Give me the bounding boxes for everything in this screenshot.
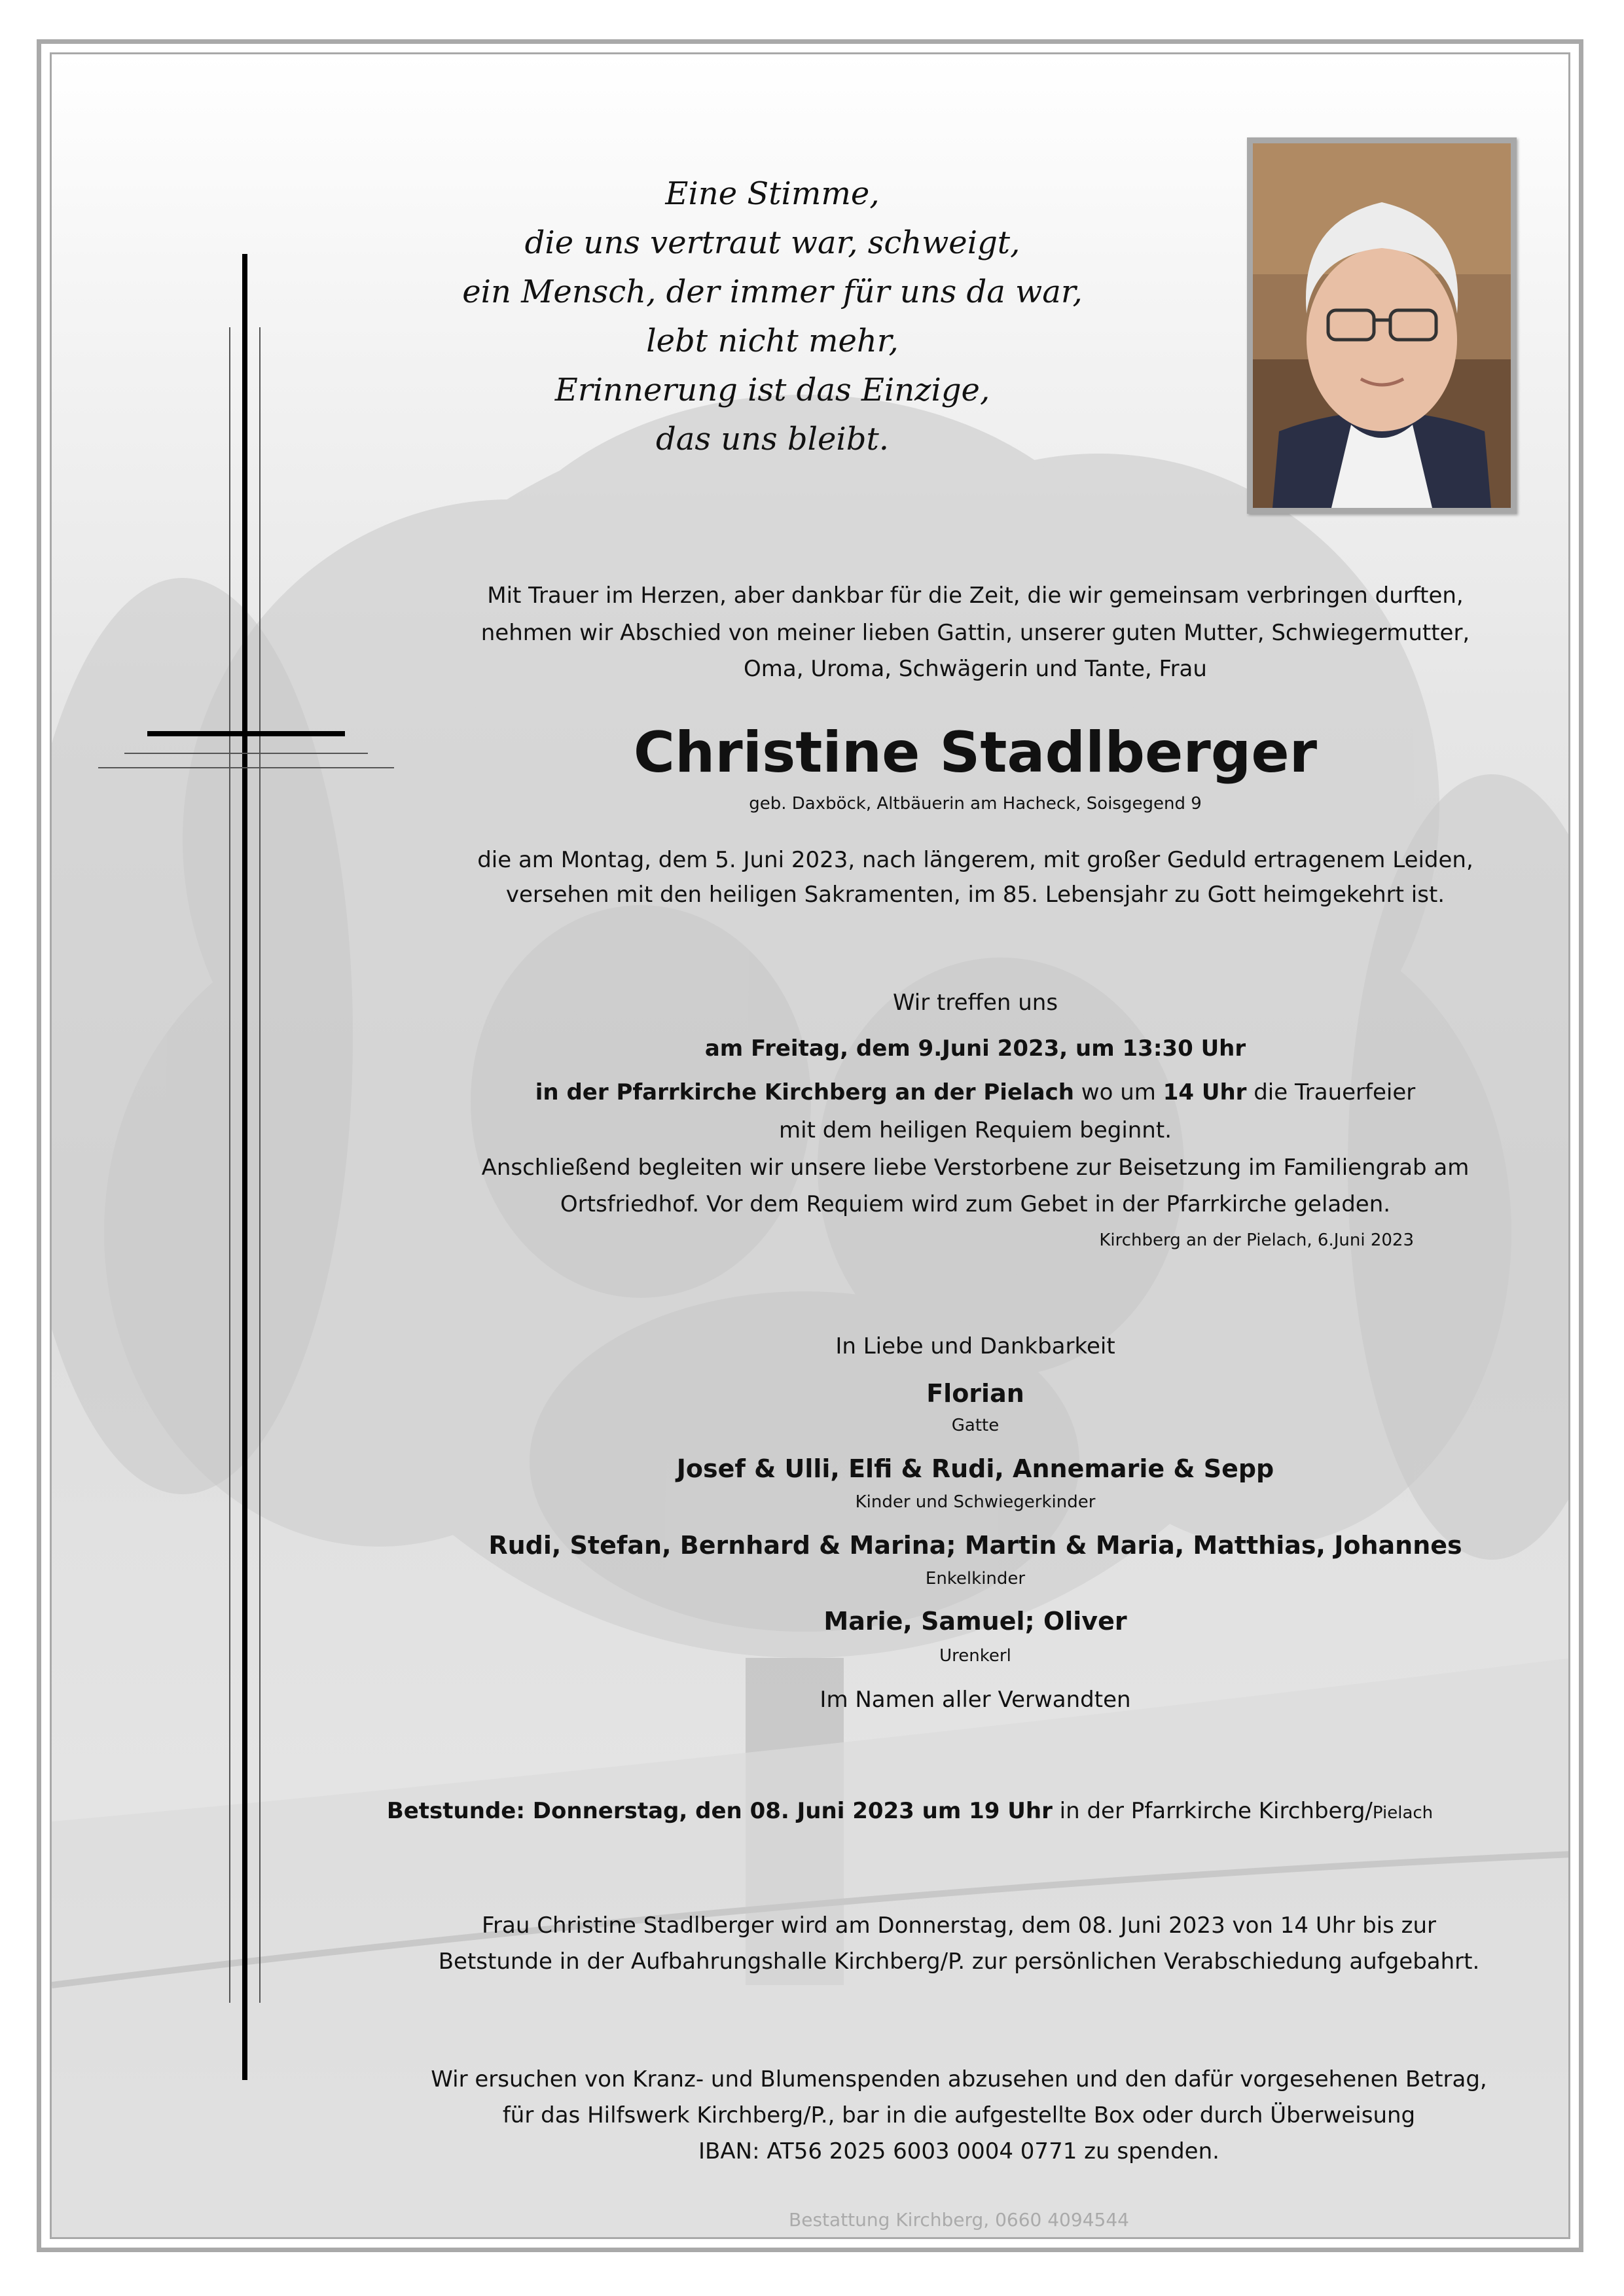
meeting-place-mid: wo um: [1074, 1079, 1163, 1105]
intro-line-1: Mit Trauer im Herzen, aber dankbar für die Zeit, die wir gemeinsam verbringen durften,: [487, 583, 1464, 609]
poem-line-4: lebt nicht mehr,: [646, 323, 899, 359]
mourner-names-1: Florian: [926, 1379, 1024, 1408]
cross-horizontal-bar: [147, 731, 345, 736]
mourner-relation-3: Enkelkinder: [925, 1569, 1026, 1588]
mourners-intro: In Liebe und Dankbarkeit: [835, 1333, 1115, 1359]
poem-line-2: die uns vertraut war, schweigt,: [524, 224, 1020, 261]
poem-line-3: ein Mensch, der immer für uns da war,: [462, 274, 1083, 310]
donation-line-2: für das Hilfswerk Kirchberg/P., bar in die aufgestellte Box oder durch Überweisung: [502, 2102, 1416, 2128]
meeting-place: [393, 1081, 1558, 1103]
mourner-relation-1: Gatte: [951, 1416, 1000, 1435]
death-notice-line-1: die am Montag, dem 5. Juni 2023, nach längerem, mit großer Geduld ertragenem Leiden,: [477, 847, 1473, 873]
death-notice-line-2: versehen mit den heiligen Sakramenten, im 85. Lebensjahr zu Gott heimgekehrt ist.: [505, 882, 1445, 908]
prayer-hour-date: Betstunde: Donnerstag, den 08. Juni 2023 um 19 Uhr: [386, 1798, 1053, 1824]
meeting-place-church: in der Pfarrkirche Kirchberg an der Pielach: [535, 1079, 1074, 1105]
prayer-hour-place-suffix: Pielach: [1372, 1803, 1434, 1823]
meeting-intro: Wir treffen uns: [892, 990, 1058, 1016]
intro-line-3: Oma, Uroma, Schwägerin und Tante, Frau: [744, 656, 1207, 682]
mourner-names-2: Josef & Ulli, Elfi & Rudi, Annemarie & Sepp: [676, 1454, 1274, 1483]
mourner-names-4: Marie, Samuel; Oliver: [823, 1607, 1127, 1636]
cross-thin-line-right: [259, 327, 261, 2003]
cross-thin-line-left: [229, 327, 230, 2003]
mourner-names-3: Rudi, Stefan, Bernhard & Marina; Martin & Maria, Matthias, Johannes: [488, 1531, 1462, 1560]
cross-thin-horizontal-bottom: [98, 767, 394, 768]
intro-line-2: nehmen wir Abschied von meiner lieben Gattin, unserer guten Mutter, Schwiegermutter,: [480, 620, 1470, 646]
footer-undertaker: Bestattung Kirchberg, 0660 4094544: [789, 2209, 1129, 2231]
meeting-date: am Freitag, dem 9.Juni 2023, um 13:30 Uhr: [704, 1035, 1246, 1062]
mourner-relation-4: Urenkerl: [939, 1646, 1011, 1666]
mourners-closing: Im Namen aller Verwandten: [820, 1687, 1131, 1713]
donation-line-1: Wir ersuchen von Kranz- und Blumenspenden abzusehen und den dafür vorgesehenen Betrag,: [431, 2066, 1487, 2092]
poem-line-1: Eine Stimme,: [665, 175, 880, 212]
poem-line-5: Erinnerung ist das Einzige,: [554, 372, 990, 408]
place-and-date: Kirchberg an der Pielach, 6.Juni 2023: [1099, 1230, 1414, 1250]
meeting-line-5: Ortsfriedhof. Vor dem Requiem wird zum Gebet in der Pfarrkirche geladen.: [560, 1191, 1391, 1217]
prayer-hour-place: in der Pfarrkirche Kirchberg/: [1052, 1798, 1373, 1824]
meeting-line-3: mit dem heiligen Requiem beginnt.: [779, 1117, 1172, 1143]
meeting-line-4: Anschließend begleiten wir unsere liebe Verstorbene zur Beisetzung im Familiengrab am: [481, 1155, 1470, 1181]
viewing-line-1: Frau Christine Stadlberger wird am Donnerstag, dem 08. Juni 2023 von 14 Uhr bis zur: [481, 1912, 1437, 1939]
deceased-name: Christine Stadlberger: [633, 720, 1318, 785]
meeting-place-end: die Trauerfeier: [1246, 1079, 1416, 1105]
donation-line-3: IBAN: AT56 2025 6003 0004 0771 zu spenden.: [698, 2138, 1219, 2164]
cross-vertical-bar: [242, 254, 247, 2080]
cross-thin-horizontal-top: [124, 753, 368, 754]
viewing-line-2: Betstunde in der Aufbahrungshalle Kirchberg/P. zur persönlichen Verabschiedung aufgebahrt.: [438, 1948, 1480, 1975]
poem-line-6: das uns bleibt.: [655, 421, 890, 457]
mourner-relation-2: Kinder und Schwiegerkinder: [855, 1492, 1096, 1512]
prayer-hour: [262, 1800, 1558, 1822]
meeting-ceremony-time: 14 Uhr: [1163, 1079, 1247, 1105]
deceased-subtitle: geb. Daxböck, Altbäuerin am Hacheck, Soisgegend 9: [749, 794, 1202, 814]
